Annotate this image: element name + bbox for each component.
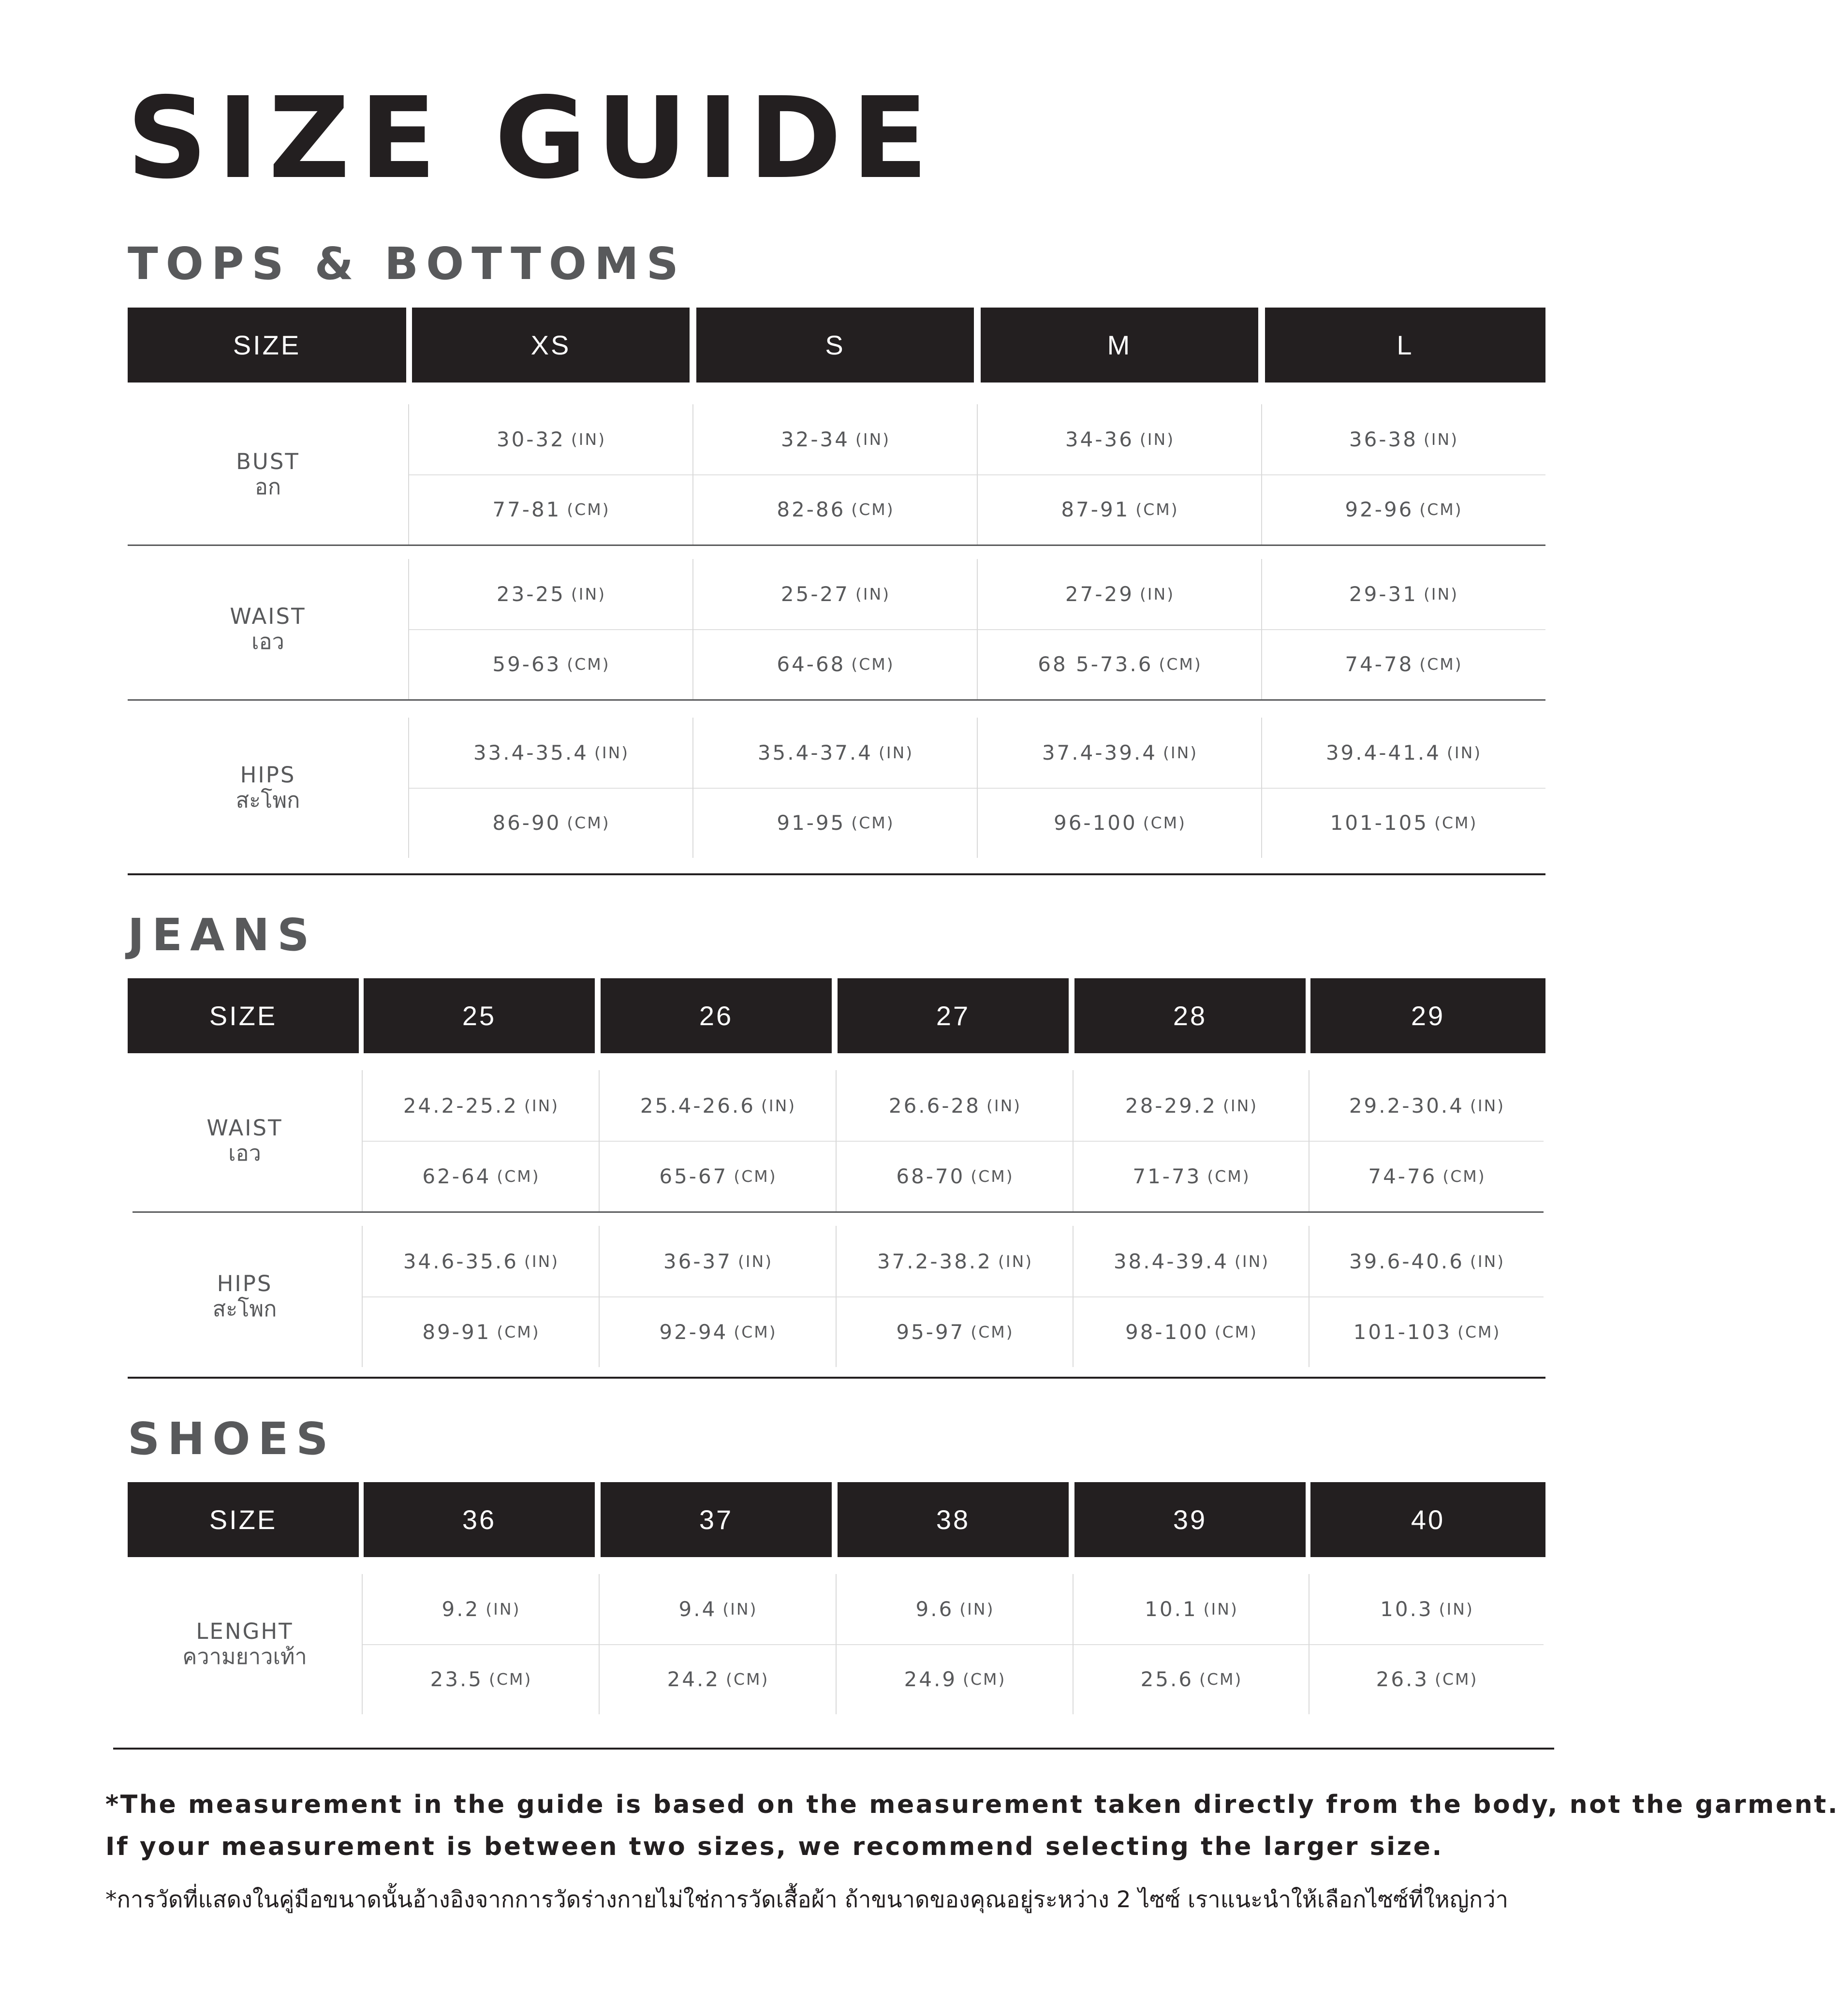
row-label xyxy=(128,404,408,544)
unit-label: (CM) xyxy=(971,1322,1014,1341)
measurement-cell xyxy=(978,718,1262,788)
unit-label: (IN) xyxy=(1139,430,1175,449)
measurement-cell xyxy=(1262,404,1545,474)
measurement-value: 35.4-37.4 xyxy=(757,741,873,765)
unit-label: (IN) xyxy=(1222,1096,1258,1115)
measurement-cell xyxy=(1309,1141,1545,1211)
unit-label: (IN) xyxy=(855,430,891,449)
measurement-cell xyxy=(837,1141,1074,1211)
measurement-cell xyxy=(1262,718,1545,788)
measurement-value: 101-103 xyxy=(1353,1320,1452,1344)
measurement-value: 36-38 xyxy=(1349,427,1418,451)
measurement-cell xyxy=(1262,788,1545,858)
row-label-th: สะโพก xyxy=(212,1296,277,1322)
unit-label: (IN) xyxy=(737,1251,773,1271)
unit-label: (IN) xyxy=(571,585,606,603)
measurement-cell xyxy=(1309,1644,1545,1714)
measurement-value: 34-36 xyxy=(1065,427,1134,451)
unit-label: (IN) xyxy=(998,1251,1033,1271)
measurement-cell xyxy=(693,474,978,544)
unit-label: (IN) xyxy=(722,1600,758,1619)
measurement-value: 39.6-40.6 xyxy=(1349,1249,1464,1273)
unit-label: (CM) xyxy=(1419,655,1463,674)
measurement-cell xyxy=(1309,1226,1545,1296)
measurement-value: 68-70 xyxy=(896,1164,965,1188)
measurement-cell xyxy=(693,629,978,699)
size-header-cell: 26 xyxy=(601,978,832,1053)
unit-label: (IN) xyxy=(855,585,891,603)
note-line-1: *The measurement in the guide is based on the measurement taken directly from the body, not the garment. xyxy=(105,1790,1839,1819)
note-thai: *การวัดที่แสดงในคู่มือขนาดนั้นอ้างอิงจากการวัดร่างกายไม่ใช่การวัดเสื้อผ้า ถ้าขนาดของคุณอยู่ระหว่าง 2 ไซซ์ เราแนะนำให้เลือกไซซ์ที่ใหญ่กว่า xyxy=(105,1886,1509,1913)
unit-label: (CM) xyxy=(851,813,895,832)
measurement-value: 101-105 xyxy=(1330,811,1429,835)
unit-label: (IN) xyxy=(524,1251,559,1271)
measurement-cell xyxy=(1074,1644,1309,1714)
unit-label: (IN) xyxy=(1235,1251,1270,1271)
section-divider xyxy=(128,873,1545,875)
measurement-value: 87-91 xyxy=(1061,498,1130,521)
measurement-value: 32-34 xyxy=(780,427,850,451)
size-header-cell: M xyxy=(981,308,1258,383)
unit-label: (IN) xyxy=(594,743,630,762)
measurement-value: 82-86 xyxy=(777,498,846,521)
measurement-cell xyxy=(600,1574,837,1644)
unit-label: (CM) xyxy=(734,1322,777,1341)
measurement-cell xyxy=(409,474,693,544)
size-header-label: SIZE xyxy=(128,1482,359,1557)
measurement-cell xyxy=(600,1070,837,1141)
measurement-cell xyxy=(600,1141,837,1211)
measurement-cell xyxy=(409,629,693,699)
unit-label: (IN) xyxy=(1447,743,1482,762)
measurement-value: 86-90 xyxy=(492,811,561,835)
size-header-cell: 28 xyxy=(1074,978,1306,1053)
size-header-cell: 29 xyxy=(1310,978,1545,1053)
row-label-th: เอว xyxy=(228,1140,261,1166)
unit-label: (IN) xyxy=(879,743,914,762)
measurement-value: 59-63 xyxy=(492,652,561,676)
row-label xyxy=(128,559,408,699)
measurement-value: 62-64 xyxy=(422,1164,491,1188)
jeans-heading: JEANS xyxy=(128,909,317,961)
size-header-cell: 40 xyxy=(1310,1482,1545,1557)
measurement-cell xyxy=(1309,1574,1545,1644)
measurement-cell xyxy=(693,559,978,629)
measurement-cell xyxy=(1262,629,1545,699)
tops-bottoms-table xyxy=(0,308,1648,849)
measurement-value: 24.2-25.2 xyxy=(403,1093,518,1118)
measurement-value: 29-31 xyxy=(1349,582,1418,606)
tops-bottoms-heading: TOPS & BOTTOMS xyxy=(128,238,686,290)
row-label-th: ความยาวเท้า xyxy=(182,1644,307,1669)
measurement-cell xyxy=(1262,559,1545,629)
measurement-value: 92-96 xyxy=(1345,498,1414,521)
measurement-cell xyxy=(1309,1070,1545,1141)
measurement-cell xyxy=(693,788,978,858)
measurement-cell xyxy=(1074,1296,1309,1367)
size-header-cell: 39 xyxy=(1074,1482,1306,1557)
measurement-value: 68 5-73.6 xyxy=(1038,652,1153,676)
unit-label: (CM) xyxy=(567,655,610,674)
unit-label: (CM) xyxy=(497,1322,540,1341)
measurement-cell xyxy=(1309,1296,1545,1367)
size-header-row xyxy=(0,1482,1648,1557)
measurement-cell xyxy=(1074,1141,1309,1211)
unit-label: (CM) xyxy=(1199,1670,1243,1689)
measurement-value: 23.5 xyxy=(430,1667,484,1691)
measurement-value: 34.6-35.6 xyxy=(403,1249,518,1273)
measurement-value: 39.4-41.4 xyxy=(1325,741,1441,765)
unit-label: (CM) xyxy=(567,813,610,832)
unit-label: (CM) xyxy=(963,1670,1006,1689)
unit-label: (IN) xyxy=(1163,743,1198,762)
measurement-cell xyxy=(693,718,978,788)
unit-label: (IN) xyxy=(1439,1600,1474,1619)
measurement-value: 10.1 xyxy=(1145,1597,1198,1621)
unit-label: (CM) xyxy=(1135,500,1179,519)
row-label-th: อก xyxy=(254,474,281,500)
unit-label: (CM) xyxy=(1207,1166,1251,1186)
row-label-en: WAIST xyxy=(206,1115,283,1141)
size-header-row xyxy=(0,978,1648,1053)
measurement-value: 25.4-26.6 xyxy=(640,1093,755,1118)
measurement-cell xyxy=(409,788,693,858)
measurement-cell xyxy=(1074,1070,1309,1141)
measurement-value: 25-27 xyxy=(780,582,850,606)
measurement-value: 71-73 xyxy=(1133,1164,1202,1188)
measurement-cell xyxy=(600,1226,837,1296)
measurement-cell xyxy=(837,1574,1074,1644)
page-title: SIZE GUIDE xyxy=(127,73,938,204)
unit-label: (CM) xyxy=(1442,1166,1486,1186)
size-header-cell: 36 xyxy=(364,1482,595,1557)
unit-label: (IN) xyxy=(1470,1251,1505,1271)
measurement-cell xyxy=(978,788,1262,858)
measurement-cell xyxy=(693,404,978,474)
measurement-cell xyxy=(363,1644,600,1714)
unit-label: (IN) xyxy=(485,1600,521,1619)
measurement-cell xyxy=(363,1296,600,1367)
measurement-value: 37.2-38.2 xyxy=(877,1249,992,1273)
row-label-en: HIPS xyxy=(240,762,296,788)
unit-label: (IN) xyxy=(571,430,606,449)
size-header-label: SIZE xyxy=(128,308,406,383)
unit-label: (CM) xyxy=(971,1166,1014,1186)
size-header-cell: 37 xyxy=(601,1482,832,1557)
unit-label: (CM) xyxy=(1457,1322,1501,1341)
size-header-cell: 27 xyxy=(838,978,1069,1053)
measurement-value: 89-91 xyxy=(422,1320,491,1344)
unit-label: (IN) xyxy=(986,1096,1022,1115)
row-label xyxy=(128,1070,362,1211)
size-header-cell: S xyxy=(696,308,974,383)
measurement-value: 30-32 xyxy=(496,427,565,451)
measurement-value: 25.6 xyxy=(1140,1667,1194,1691)
size-header-cell: 25 xyxy=(364,978,595,1053)
unit-label: (CM) xyxy=(489,1670,532,1689)
measurement-cell xyxy=(837,1644,1074,1714)
measurement-value: 26.3 xyxy=(1376,1667,1429,1691)
unit-label: (IN) xyxy=(1203,1600,1238,1619)
measurement-value: 24.2 xyxy=(667,1667,721,1691)
measurement-cell xyxy=(1074,1574,1309,1644)
jeans-table xyxy=(0,978,1648,1365)
unit-label: (CM) xyxy=(726,1670,769,1689)
measurement-value: 23-25 xyxy=(496,582,565,606)
unit-label: (IN) xyxy=(1423,585,1459,603)
row-label-th: สะโพก xyxy=(235,787,300,813)
unit-label: (CM) xyxy=(567,500,610,519)
unit-label: (IN) xyxy=(959,1600,995,1619)
measurement-value: 92-94 xyxy=(659,1320,728,1344)
unit-label: (CM) xyxy=(1159,655,1202,674)
measurement-value: 64-68 xyxy=(777,652,846,676)
measurement-value: 74-76 xyxy=(1368,1164,1437,1188)
measurement-cell xyxy=(837,1226,1074,1296)
measurement-value: 98-100 xyxy=(1125,1320,1209,1344)
measurement-cell xyxy=(409,559,693,629)
measurement-value: 29.2-30.4 xyxy=(1349,1093,1464,1118)
size-header-cell: L xyxy=(1265,308,1545,383)
unit-label: (IN) xyxy=(524,1096,559,1115)
row-label-en: BUST xyxy=(236,449,300,474)
measurement-cell xyxy=(1262,474,1545,544)
row-label xyxy=(128,1574,362,1714)
unit-label: (CM) xyxy=(1143,813,1187,832)
measurement-cell xyxy=(363,1574,600,1644)
shoes-table xyxy=(0,1482,1648,1714)
row-label-en: LENGHT xyxy=(196,1619,294,1644)
unit-label: (IN) xyxy=(1470,1096,1505,1115)
unit-label: (IN) xyxy=(1139,585,1175,603)
measurement-value: 96-100 xyxy=(1053,811,1137,835)
unit-label: (CM) xyxy=(1435,1670,1478,1689)
shoes-heading: SHOES xyxy=(128,1413,336,1465)
measurement-value: 28-29.2 xyxy=(1125,1093,1217,1118)
measurement-cell xyxy=(978,629,1262,699)
unit-label: (IN) xyxy=(761,1096,796,1115)
measurement-cell xyxy=(363,1141,600,1211)
row-divider xyxy=(132,1211,1544,1213)
measurement-value: 74-78 xyxy=(1345,652,1414,676)
measurement-value: 24.9 xyxy=(904,1667,957,1691)
measurement-value: 27-29 xyxy=(1065,582,1134,606)
row-label xyxy=(128,718,408,858)
note-line-2: If your measurement is between two sizes, we recommend selecting the larger size. xyxy=(105,1832,1443,1861)
measurement-cell xyxy=(409,404,693,474)
measurement-value: 9.2 xyxy=(441,1597,480,1621)
measurement-cell xyxy=(978,404,1262,474)
unit-label: (CM) xyxy=(1434,813,1478,832)
unit-label: (CM) xyxy=(734,1166,777,1186)
section-divider xyxy=(128,1377,1545,1379)
row-label xyxy=(128,1226,362,1367)
size-header-row xyxy=(0,308,1648,383)
measurement-cell xyxy=(978,559,1262,629)
measurement-value: 77-81 xyxy=(492,498,561,521)
measurement-cell xyxy=(600,1296,837,1367)
measurement-value: 91-95 xyxy=(777,811,846,835)
measurement-value: 95-97 xyxy=(896,1320,965,1344)
measurement-cell xyxy=(1074,1226,1309,1296)
measurement-cell xyxy=(600,1644,837,1714)
unit-label: (IN) xyxy=(1423,430,1459,449)
row-label-en: WAIST xyxy=(230,603,306,629)
unit-label: (CM) xyxy=(1214,1322,1258,1341)
measurement-value: 36-37 xyxy=(663,1249,732,1273)
size-header-label: SIZE xyxy=(128,978,359,1053)
measurement-value: 65-67 xyxy=(659,1164,728,1188)
measurement-cell xyxy=(837,1070,1074,1141)
measurement-value: 38.4-39.4 xyxy=(1113,1249,1229,1273)
measurement-cell xyxy=(978,474,1262,544)
unit-label: (CM) xyxy=(851,655,895,674)
measurement-cell xyxy=(363,1226,600,1296)
unit-label: (CM) xyxy=(497,1166,540,1186)
row-divider xyxy=(128,544,1545,546)
size-header-cell: XS xyxy=(412,308,690,383)
measurement-cell xyxy=(837,1296,1074,1367)
measurement-value: 9.4 xyxy=(678,1597,717,1621)
row-label-en: HIPS xyxy=(217,1271,273,1296)
measurement-value: 10.3 xyxy=(1380,1597,1433,1621)
row-divider xyxy=(128,699,1545,701)
measurement-value: 9.6 xyxy=(915,1597,954,1621)
row-label-th: เอว xyxy=(251,629,284,654)
measurement-cell xyxy=(409,718,693,788)
measurement-value: 37.4-39.4 xyxy=(1042,741,1157,765)
measurement-value: 26.6-28 xyxy=(888,1093,981,1118)
measurement-cell xyxy=(363,1070,600,1141)
size-header-cell: 38 xyxy=(838,1482,1069,1557)
unit-label: (CM) xyxy=(851,500,895,519)
section-divider xyxy=(113,1748,1554,1750)
measurement-value: 33.4-35.4 xyxy=(473,741,588,765)
unit-label: (CM) xyxy=(1419,500,1463,519)
